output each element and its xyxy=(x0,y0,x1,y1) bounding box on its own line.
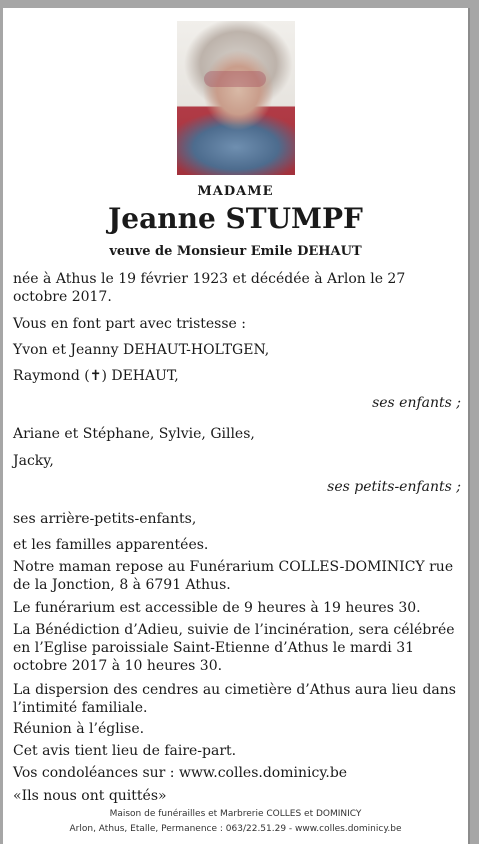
children-label: ses enfants ; xyxy=(372,395,461,411)
condolences-text: Vos condoléances sur : www.colles.dominicy.be xyxy=(13,765,348,781)
portrait-glasses xyxy=(204,71,266,87)
birth-death-text: née à Athus le 19 février 1923 et décédée à Arlon le 27 octobre 2017. xyxy=(13,271,406,305)
widow-of: veuve de Monsieur Emile DEHAUT xyxy=(109,244,362,259)
footer-contact: Arlon, Athus, Etalle, Permanence : 063/22.51.29 - www.colles.dominicy.be xyxy=(69,824,402,834)
obituary-card xyxy=(3,8,470,844)
title-madame: MADAME xyxy=(197,184,274,199)
families-text: et les familles apparentées. xyxy=(13,537,209,553)
children-line-1: Yvon et Jeanny DEHAUT-HOLTGEN, xyxy=(13,342,270,358)
funeral-home-text: Notre maman repose au Funérarium COLLES-DOMINICY rue de la Jonction, 8 à 6791 Athus. xyxy=(13,559,454,593)
grandchildren-line-1: Ariane et Stéphane, Sylvie, Gilles, xyxy=(13,426,255,442)
quote-text: «Ils nous ont quittés» xyxy=(13,788,167,804)
announcement-text: Vous en font part avec tristesse : xyxy=(13,316,246,332)
grandchildren-line-2: Jacky, xyxy=(13,453,54,469)
grandchildren-label: ses petits-enfants ; xyxy=(327,479,461,495)
deceased-name: Jeanne STUMPF xyxy=(108,202,363,235)
footer-company: Maison de funérailles et Marbrerie COLLES et DOMINICY xyxy=(109,809,362,819)
portrait-photo xyxy=(177,21,295,175)
notice-text: Cet avis tient lieu de faire-part. xyxy=(13,743,237,759)
meeting-text: Réunion à l’église. xyxy=(13,721,145,737)
ashes-text: La dispersion des cendres au cimetière d’Athus aura lieu dans l’intimité familiale. xyxy=(13,682,456,716)
great-grandchildren-text: ses arrière-petits-enfants, xyxy=(13,511,197,527)
ceremony-text: La Bénédiction d’Adieu, suivie de l’incinération, sera célébrée en l’Eglise paroissiale Saint-Etienne d’Athus le mardi 31 octobre 2017 à 10 heures 30. xyxy=(13,622,455,674)
opening-hours-text: Le funérarium est accessible de 9 heures à 19 heures 30. xyxy=(13,600,421,616)
children-line-2: Raymond (✝) DEHAUT, xyxy=(13,368,179,384)
